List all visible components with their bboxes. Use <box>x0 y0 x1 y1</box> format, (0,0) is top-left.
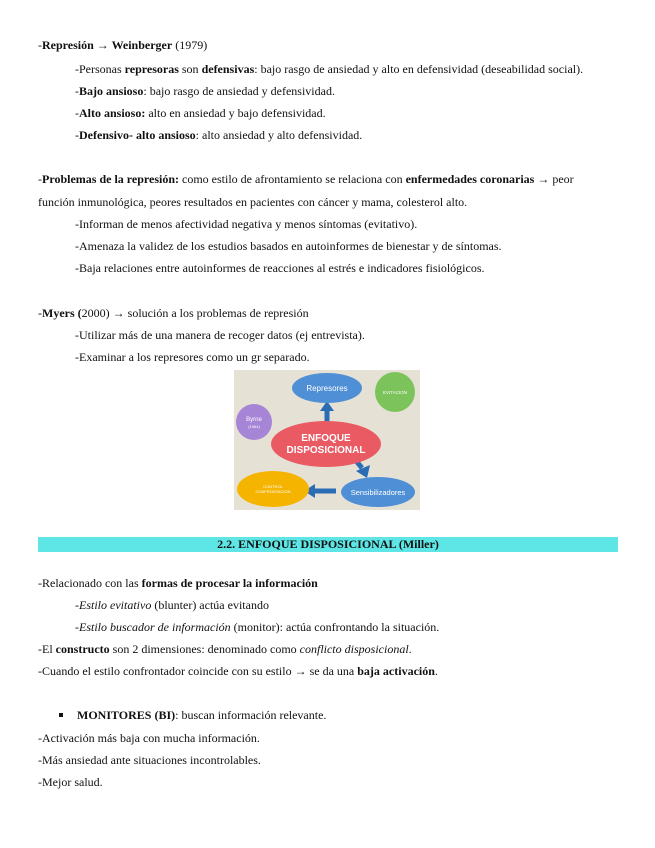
problemas-heading: -Problemas de la represión: como estilo de afrontamiento se relaciona con enfermedades coronarias → peor <box>38 172 574 186</box>
myers-heading: -Myers (2000) → solución a los problemas de represión <box>38 306 309 320</box>
diagram-svg <box>234 370 420 510</box>
enfoque-label-1: ENFOQUE <box>301 433 351 444</box>
list-item: -Estilo buscador de información (monitor): actúa confrontando la situación. <box>75 620 440 634</box>
section-band <box>38 537 618 552</box>
enfoque-label-2: DISPOSICIONAL <box>286 445 366 456</box>
paragraph-line: -Relacionado con las formas de procesar la información <box>38 576 318 590</box>
heading-year: (1979) <box>172 38 208 52</box>
list-item: -Alto ansioso: alto en ansiedad y bajo defensividad. <box>75 106 326 120</box>
paragraph-line: función inmunológica, peores resultados en pacientes con cáncer y mama, colesterol alto. <box>38 195 468 209</box>
list-item: -Activación más baja con mucha información. <box>38 731 260 745</box>
list-item: -Informan de menos afectividad negativa y menos síntomas (evitativo). <box>75 217 418 231</box>
paragraph-line: -Cuando el estilo confrontador coincide con su estilo → se da una baja activación. <box>38 664 438 678</box>
disposicional-diagram <box>234 370 420 510</box>
represores-label: Represores <box>306 384 348 393</box>
sensibilizadores-label: Sensibilizadores <box>350 488 406 497</box>
section-title: 2.2. ENFOQUE DISPOSICIONAL (Miller) <box>217 537 439 551</box>
heading-bold: Represión → Weinberger <box>42 38 173 52</box>
represion-heading <box>38 37 207 53</box>
bullet-square-icon <box>59 713 63 717</box>
list-item: -Utilizar más de una manera de recoger datos (ej entrevista). <box>75 328 365 342</box>
byrne-label: Byrne <box>246 417 262 423</box>
list-item: -Amenaza la validez de los estudios basados en autoinformes de bienestar y de síntomas. <box>75 239 502 253</box>
control-label-1: CONTROL <box>263 484 283 489</box>
list-item: -Más ansiedad ante situaciones incontrolables. <box>38 753 261 767</box>
bullet-item: MONITORES (BI): buscan información relevante. <box>77 708 327 722</box>
paragraph-line: -El constructo son 2 dimensiones: denominado como conflicto disposicional. <box>38 642 412 656</box>
byrne-year: (1964) <box>248 424 260 429</box>
list-item: -Personas represoras son defensivas: bajo rasgo de ansiedad y alto en defensividad (deseabilidad social). <box>75 62 584 76</box>
list-item: -Examinar a los represores como un gr separado. <box>75 350 310 364</box>
enfoque-node <box>271 421 381 467</box>
list-item: -Bajo ansioso: bajo rasgo de ansiedad y defensividad. <box>75 84 335 98</box>
list-item: -Estilo evitativo (blunter) actúa evitando <box>75 598 269 612</box>
list-item: -Defensivo- alto ansioso: alto ansiedad y alto defensividad. <box>75 128 363 142</box>
control-label-2: CONFRONTACION <box>255 489 291 494</box>
text: - <box>38 38 42 52</box>
list-item: -Mejor salud. <box>38 775 103 789</box>
list-item: -Baja relaciones entre autoinformes de reacciones al estrés e indicadores fisiológicos. <box>75 261 485 275</box>
evitacion-label: EVITACION <box>383 390 407 395</box>
